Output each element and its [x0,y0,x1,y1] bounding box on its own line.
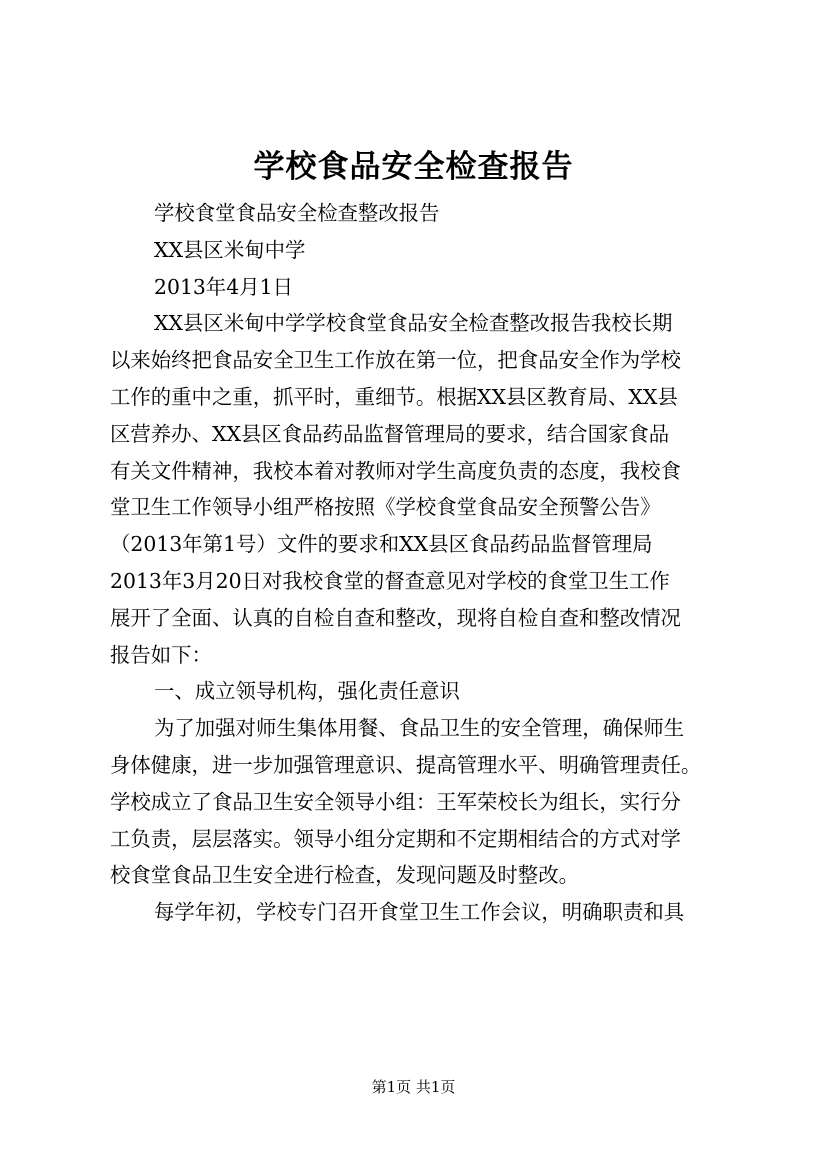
paragraph-line: 工负责，层层落实。领导小组分定期和不定期相结合的方式对学 [110,826,681,851]
paragraph-line: 展开了全面、认真的自检自查和整改，现将自检自查和整改情况 [110,605,681,630]
paragraph-line: 为了加强对师生集体用餐、食品卫生的安全管理，确保师生 [154,716,685,741]
paragraph-line: 身体健康，进一步加强管理意识、提高管理水平、明确管理责任。 [110,752,702,777]
page-footer: 第1页 共1页 [371,1078,456,1096]
paragraph-line: XX县区米甸中学 [154,237,306,262]
paragraph-line: （2013年第1号）文件的要求和XX县区食品药品监督管理局 [110,532,653,557]
paragraph-line: 每学年初，学校专门召开食堂卫生工作会议，明确职责和具 [154,900,685,925]
paragraph-line: 区营养办、XX县区食品药品监督管理局的要求，结合国家食品 [110,421,670,446]
paragraph-line: 堂卫生工作领导小组严格按照《学校食堂食品安全预警公告》 [110,495,661,520]
paragraph-line: 工作的重中之重，抓平时，重细节。根据XX县区教育局、XX县 [110,384,678,409]
document-title: 学校食品安全检查报告 [253,149,574,185]
paragraph-line: 2013年4月1日 [154,274,294,299]
paragraph-line: 校食堂食品卫生安全进行检查，发现问题及时整改。 [110,863,579,888]
paragraph-line: 报告如下： [110,642,212,667]
paragraph-line: 学校食堂食品安全检查整改报告 [154,201,440,225]
paragraph-line: 学校成立了食品卫生安全领导小组：王军荣校长为组长，实行分 [110,789,681,814]
paragraph-line: 2013年3月20日对我校食堂的督查意见对学校的食堂卫生工作 [110,568,670,593]
paragraph-line: 一、成立领导机构，强化责任意识 [154,679,460,704]
paragraph-line: 以来始终把食品安全卫生工作放在第一位，把食品安全作为学校 [110,348,681,373]
paragraph-line: 有关文件精神，我校本着对教师对学生高度负责的态度，我校食 [110,458,681,483]
paragraph-line: XX县区米甸中学学校食堂食品安全检查整改报告我校长期 [154,311,673,336]
document-body [110,195,720,931]
